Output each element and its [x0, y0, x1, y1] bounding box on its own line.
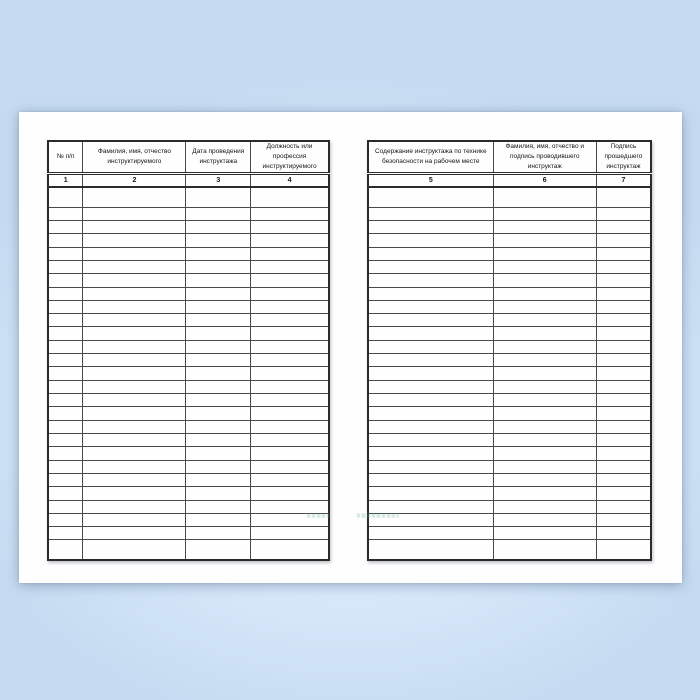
empty-cell [83, 500, 186, 513]
empty-cell [251, 340, 329, 353]
empty-cell [596, 420, 651, 433]
empty-cell [83, 354, 186, 367]
header-cell: Содержание инструктажа по технике безопасности на рабочем месте [368, 141, 493, 174]
empty-entry-row [48, 527, 329, 540]
empty-cell [596, 380, 651, 393]
empty-cell [493, 260, 596, 273]
empty-cell [251, 187, 329, 207]
empty-cell [368, 287, 493, 300]
empty-cell [83, 340, 186, 353]
header-row [48, 141, 329, 174]
empty-cell [596, 367, 651, 380]
empty-cell [48, 433, 83, 446]
empty-cell [48, 260, 83, 273]
column-number-cell: 5 [368, 174, 493, 188]
empty-cell [596, 433, 651, 446]
empty-cell [368, 380, 493, 393]
empty-cell [596, 394, 651, 407]
empty-entry-row [48, 207, 329, 220]
empty-cell [596, 300, 651, 313]
empty-cell [493, 187, 596, 207]
empty-cell [48, 420, 83, 433]
empty-cell [48, 487, 83, 500]
empty-cell [493, 287, 596, 300]
empty-entry-row [48, 287, 329, 300]
empty-cell [186, 340, 251, 353]
empty-cell [83, 513, 186, 526]
column-number-cell: 4 [251, 174, 329, 188]
empty-entry-row [48, 354, 329, 367]
empty-cell [596, 340, 651, 353]
empty-cell [48, 394, 83, 407]
empty-cell [596, 513, 651, 526]
empty-cell [83, 274, 186, 287]
empty-cell [48, 314, 83, 327]
empty-cell [251, 420, 329, 433]
empty-cell [83, 487, 186, 500]
empty-cell [186, 327, 251, 340]
empty-cell [368, 247, 493, 260]
empty-entry-row [48, 420, 329, 433]
empty-cell [48, 447, 83, 460]
empty-cell [83, 327, 186, 340]
empty-entry-row [48, 513, 329, 526]
empty-cell [493, 460, 596, 473]
empty-cell [48, 234, 83, 247]
empty-cell [493, 380, 596, 393]
empty-cell [83, 187, 186, 207]
empty-entry-row [368, 354, 651, 367]
empty-entry-row [368, 513, 651, 526]
empty-cell [48, 460, 83, 473]
empty-entry-row [48, 473, 329, 486]
empty-entry-row [368, 367, 651, 380]
column-number-cell: 1 [48, 174, 83, 188]
empty-cell [48, 300, 83, 313]
empty-cell [83, 540, 186, 560]
empty-cell [83, 433, 186, 446]
empty-entry-row [368, 473, 651, 486]
empty-cell [596, 407, 651, 420]
empty-cell [493, 394, 596, 407]
empty-cell [186, 540, 251, 560]
empty-entry-row [368, 433, 651, 446]
empty-cell [83, 260, 186, 273]
empty-cell [83, 447, 186, 460]
empty-cell [368, 207, 493, 220]
empty-entry-row [368, 287, 651, 300]
empty-cell [368, 300, 493, 313]
empty-cell [48, 380, 83, 393]
empty-cell [251, 380, 329, 393]
empty-cell [596, 527, 651, 540]
empty-cell [368, 354, 493, 367]
empty-cell [186, 367, 251, 380]
empty-entry-row [368, 487, 651, 500]
empty-cell [251, 407, 329, 420]
empty-entry-row [368, 420, 651, 433]
empty-cell [83, 420, 186, 433]
empty-cell [186, 513, 251, 526]
empty-cell [493, 500, 596, 513]
empty-cell [596, 500, 651, 513]
empty-cell [368, 473, 493, 486]
empty-cell [596, 260, 651, 273]
empty-cell [48, 407, 83, 420]
empty-cell [596, 207, 651, 220]
empty-cell [368, 340, 493, 353]
empty-cell [596, 487, 651, 500]
header-cell: Дата проведения инструктажа [186, 141, 251, 174]
empty-cell [493, 354, 596, 367]
empty-cell [251, 287, 329, 300]
journal-table [47, 140, 330, 561]
empty-cell [493, 433, 596, 446]
empty-entry-row [48, 460, 329, 473]
empty-entry-row [48, 447, 329, 460]
empty-cell [83, 220, 186, 233]
column-number-cell: 7 [596, 174, 651, 188]
empty-cell [493, 247, 596, 260]
column-numbers-row [48, 174, 329, 188]
empty-cell [368, 433, 493, 446]
empty-cell [368, 447, 493, 460]
empty-cell [251, 300, 329, 313]
header-cell: Фамилия, имя, отчество инструктируемого [83, 141, 186, 174]
empty-cell [251, 234, 329, 247]
empty-cell [83, 527, 186, 540]
empty-cell [493, 314, 596, 327]
empty-entry-row [368, 260, 651, 273]
empty-cell [368, 407, 493, 420]
empty-cell [186, 187, 251, 207]
empty-cell [493, 513, 596, 526]
empty-cell [493, 340, 596, 353]
empty-cell [596, 447, 651, 460]
empty-entry-row [368, 540, 651, 560]
empty-cell [186, 433, 251, 446]
empty-entry-row [48, 260, 329, 273]
empty-cell [368, 460, 493, 473]
empty-entry-row [48, 300, 329, 313]
empty-entry-row [368, 220, 651, 233]
empty-cell [493, 367, 596, 380]
empty-cell [251, 460, 329, 473]
empty-cell [251, 447, 329, 460]
empty-cell [83, 247, 186, 260]
empty-entry-row [368, 460, 651, 473]
empty-cell [368, 367, 493, 380]
empty-entry-row [48, 540, 329, 560]
empty-cell [368, 487, 493, 500]
empty-cell [186, 287, 251, 300]
right-page-table [367, 140, 652, 561]
empty-cell [186, 314, 251, 327]
empty-cell [251, 354, 329, 367]
empty-entry-row [48, 314, 329, 327]
empty-entry-row [48, 500, 329, 513]
empty-cell [186, 380, 251, 393]
column-numbers-row [368, 174, 651, 188]
empty-cell [48, 540, 83, 560]
empty-cell [83, 473, 186, 486]
empty-cell [48, 367, 83, 380]
empty-entry-row [48, 274, 329, 287]
empty-cell [83, 367, 186, 380]
empty-cell [596, 354, 651, 367]
empty-cell [493, 473, 596, 486]
empty-cell [83, 314, 186, 327]
empty-cell [596, 287, 651, 300]
column-number-cell: 2 [83, 174, 186, 188]
empty-cell [83, 300, 186, 313]
empty-entry-row [48, 487, 329, 500]
empty-entry-row [368, 340, 651, 353]
empty-cell [493, 420, 596, 433]
empty-cell [186, 234, 251, 247]
header-cell: Должность или профессия инструктируемого [251, 141, 329, 174]
empty-entry-row [368, 447, 651, 460]
empty-cell [48, 187, 83, 207]
empty-cell [83, 407, 186, 420]
empty-cell [368, 500, 493, 513]
empty-cell [83, 394, 186, 407]
empty-cell [493, 487, 596, 500]
empty-cell [251, 220, 329, 233]
empty-cell [596, 187, 651, 207]
empty-cell [596, 327, 651, 340]
empty-cell [186, 500, 251, 513]
empty-cell [368, 540, 493, 560]
empty-cell [493, 274, 596, 287]
empty-cell [186, 473, 251, 486]
empty-cell [493, 540, 596, 560]
empty-cell [48, 327, 83, 340]
empty-cell [596, 460, 651, 473]
empty-cell [186, 487, 251, 500]
empty-cell [186, 274, 251, 287]
empty-entry-row [368, 407, 651, 420]
empty-cell [251, 540, 329, 560]
empty-entry-row [368, 527, 651, 540]
empty-cell [368, 420, 493, 433]
empty-entry-row [368, 314, 651, 327]
empty-cell [368, 260, 493, 273]
column-number-cell: 3 [186, 174, 251, 188]
empty-cell [48, 247, 83, 260]
empty-entry-row [48, 380, 329, 393]
empty-cell [493, 447, 596, 460]
empty-cell [251, 487, 329, 500]
empty-cell [48, 354, 83, 367]
empty-cell [186, 527, 251, 540]
journal-table [367, 140, 652, 561]
empty-cell [493, 327, 596, 340]
header-cell: № п/п [48, 141, 83, 174]
empty-cell [368, 274, 493, 287]
empty-cell [251, 433, 329, 446]
column-number-cell: 6 [493, 174, 596, 188]
empty-cell [251, 473, 329, 486]
empty-cell [83, 460, 186, 473]
empty-cell [186, 447, 251, 460]
empty-entry-row [368, 234, 651, 247]
empty-cell [493, 407, 596, 420]
empty-entry-row [48, 407, 329, 420]
empty-cell [186, 354, 251, 367]
empty-cell [251, 314, 329, 327]
empty-cell [83, 207, 186, 220]
empty-entry-row [368, 207, 651, 220]
empty-cell [83, 380, 186, 393]
empty-cell [186, 247, 251, 260]
empty-cell [186, 420, 251, 433]
empty-entry-row [48, 220, 329, 233]
header-row [368, 141, 651, 174]
empty-cell [83, 234, 186, 247]
empty-cell [493, 207, 596, 220]
empty-cell [83, 287, 186, 300]
left-page-table [47, 140, 330, 561]
empty-cell [493, 527, 596, 540]
empty-cell [186, 220, 251, 233]
empty-cell [186, 300, 251, 313]
empty-cell [186, 460, 251, 473]
empty-cell [186, 394, 251, 407]
empty-entry-row [48, 340, 329, 353]
empty-entry-row [368, 500, 651, 513]
empty-cell [596, 540, 651, 560]
empty-cell [251, 527, 329, 540]
empty-cell [368, 314, 493, 327]
empty-entry-row [368, 274, 651, 287]
journal-spread-sheet [19, 112, 682, 583]
empty-entry-row [48, 367, 329, 380]
empty-cell [368, 187, 493, 207]
empty-cell [368, 327, 493, 340]
empty-cell [596, 234, 651, 247]
empty-entry-row [368, 394, 651, 407]
empty-cell [186, 207, 251, 220]
empty-entry-row [48, 187, 329, 207]
empty-cell [596, 274, 651, 287]
empty-entry-row [368, 247, 651, 260]
empty-cell [596, 220, 651, 233]
empty-cell [493, 300, 596, 313]
empty-entry-row [368, 300, 651, 313]
empty-cell [596, 247, 651, 260]
empty-cell [48, 207, 83, 220]
empty-cell [493, 234, 596, 247]
empty-cell [251, 274, 329, 287]
empty-entry-row [368, 327, 651, 340]
empty-cell [251, 394, 329, 407]
empty-cell [368, 220, 493, 233]
empty-cell [596, 314, 651, 327]
empty-cell [48, 500, 83, 513]
empty-cell [251, 500, 329, 513]
empty-cell [251, 260, 329, 273]
empty-cell [251, 327, 329, 340]
empty-cell [596, 473, 651, 486]
empty-cell [48, 527, 83, 540]
empty-cell [48, 340, 83, 353]
watermark [307, 513, 399, 518]
empty-cell [251, 367, 329, 380]
empty-entry-row [48, 247, 329, 260]
empty-cell [251, 207, 329, 220]
empty-cell [48, 473, 83, 486]
empty-cell [186, 260, 251, 273]
empty-cell [48, 513, 83, 526]
empty-cell [48, 220, 83, 233]
empty-cell [48, 274, 83, 287]
header-cell: Подпись прошедшего инструктаж [596, 141, 651, 174]
empty-entry-row [48, 394, 329, 407]
empty-entry-row [368, 187, 651, 207]
empty-cell [186, 407, 251, 420]
empty-entry-row [48, 327, 329, 340]
header-cell: Фамилия, имя, отчество и подпись проводившего инструктаж [493, 141, 596, 174]
empty-cell [368, 394, 493, 407]
empty-entry-row [368, 380, 651, 393]
empty-cell [493, 220, 596, 233]
empty-cell [251, 247, 329, 260]
empty-cell [48, 287, 83, 300]
empty-entry-row [48, 433, 329, 446]
empty-cell [368, 234, 493, 247]
empty-entry-row [48, 234, 329, 247]
empty-cell [368, 527, 493, 540]
